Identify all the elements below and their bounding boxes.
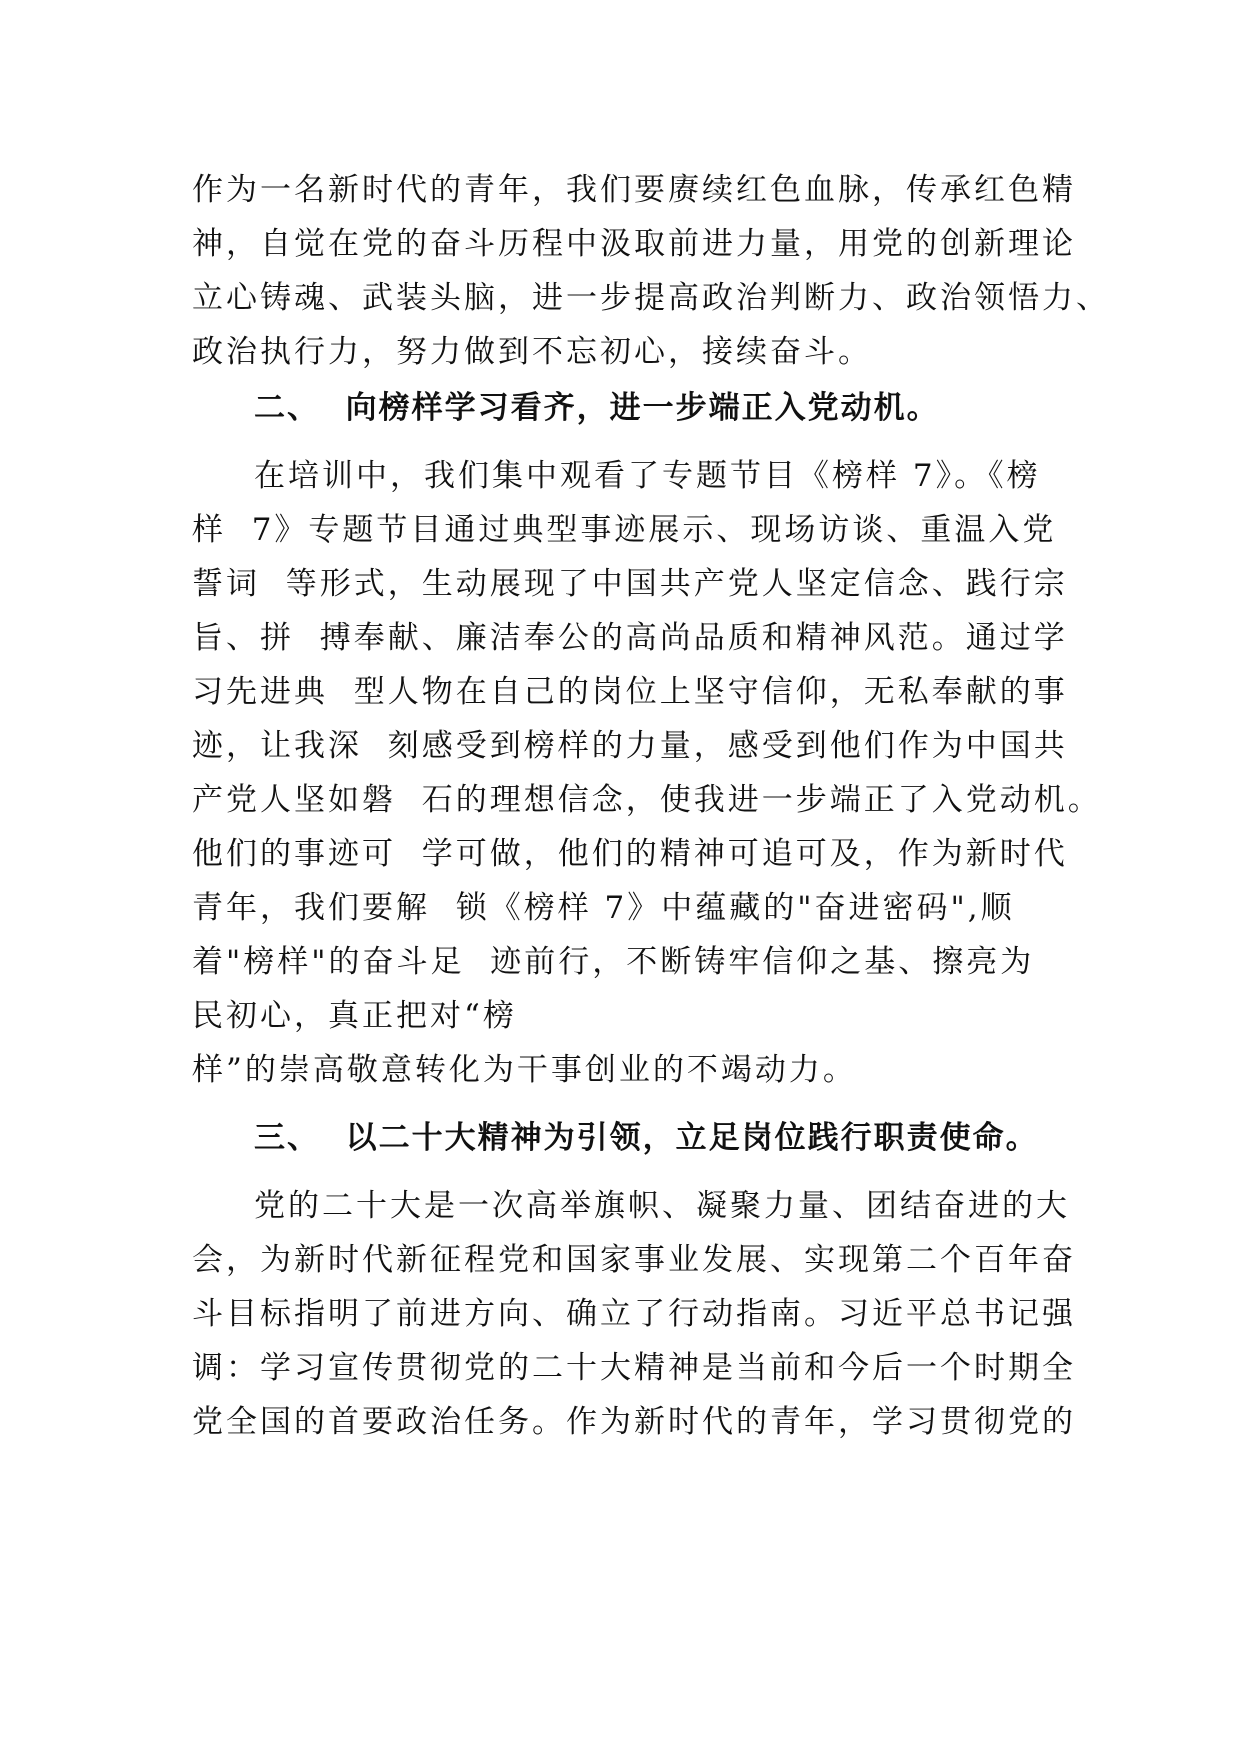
paragraph-2-line-3: 誓词 等形式，生动展现了中国共产党人坚定信念、践行宗 xyxy=(192,566,1068,602)
paragraph-1-line-4: 政治执行力，努力做到不忘初心，接续奋斗。 xyxy=(192,334,872,370)
paragraph-3-line-1: 党的二十大是一次高举旗帜、凝聚力量、团结奋进的大 xyxy=(254,1188,1070,1224)
paragraph-3-line-3: 斗目标指明了前进方向、确立了行动指南。习近平总书记强 xyxy=(192,1296,1076,1332)
paragraph-2-line-6: 迹，让我深 刻感受到榜样的力量，感受到他们作为中国共 xyxy=(192,728,1068,764)
paragraph-2-line-11: 民初心，真正把对“榜 xyxy=(192,998,517,1034)
paragraph-1-line-1: 作为一名新时代的青年，我们要赓续红色血脉，传承红色精 xyxy=(192,172,1076,208)
paragraph-3-line-2: 会，为新时代新征程党和国家事业发展、实现第二个百年奋 xyxy=(192,1242,1076,1278)
paragraph-2-line-2: 样 7》专题节目通过典型事迹展示、现场访谈、重温入党 xyxy=(192,512,1057,548)
paragraph-2-line-12: 样”的崇高敬意转化为干事创业的不竭动力。 xyxy=(192,1052,857,1088)
paragraph-2-line-8: 他们的事迹可 学可做，他们的精神可追可及，作为新时代 xyxy=(192,836,1068,872)
paragraph-2-line-5: 习先进典 型人物在自己的岗位上坚守信仰，无私奉献的事 xyxy=(192,674,1068,710)
paragraph-1-line-3: 立心铸魂、武装头脑，进一步提高政治判断力、政治领悟力、 xyxy=(192,280,1110,316)
paragraph-2-line-7: 产党人坚如磐 石的理想信念，使我进一步端正了入党动机。 xyxy=(192,782,1102,818)
paragraph-2-line-10: 着"榜样"的奋斗足 迹前行，不断铸牢信仰之基、擦亮为 xyxy=(192,944,1035,980)
paragraph-3-line-5: 党全国的首要政治任务。作为新时代的青年，学习贯彻党的 xyxy=(192,1404,1076,1440)
paragraph-1-line-2: 神，自觉在党的奋斗历程中汲取前进力量，用党的创新理论 xyxy=(192,226,1076,262)
paragraph-2-line-9: 青年，我们要解 锁《榜样 7》中蕴藏的"奋进密码",顺 xyxy=(192,890,1015,926)
section-heading-2: 二、 向榜样学习看齐，进一步端正入党动机。 xyxy=(254,390,940,426)
paragraph-3-line-4: 调：学习宣传贯彻党的二十大精神是当前和今后一个时期全 xyxy=(192,1350,1076,1386)
section-heading-3: 三、 以二十大精神为引领，立足岗位践行职责使命。 xyxy=(254,1120,1039,1156)
paragraph-2-line-4: 旨、拼 搏奉献、廉洁奉公的高尚品质和精神风范。通过学 xyxy=(192,620,1068,656)
paragraph-2-line-1: 在培训中，我们集中观看了专题节目《榜样 7》。《榜 xyxy=(254,458,1041,494)
